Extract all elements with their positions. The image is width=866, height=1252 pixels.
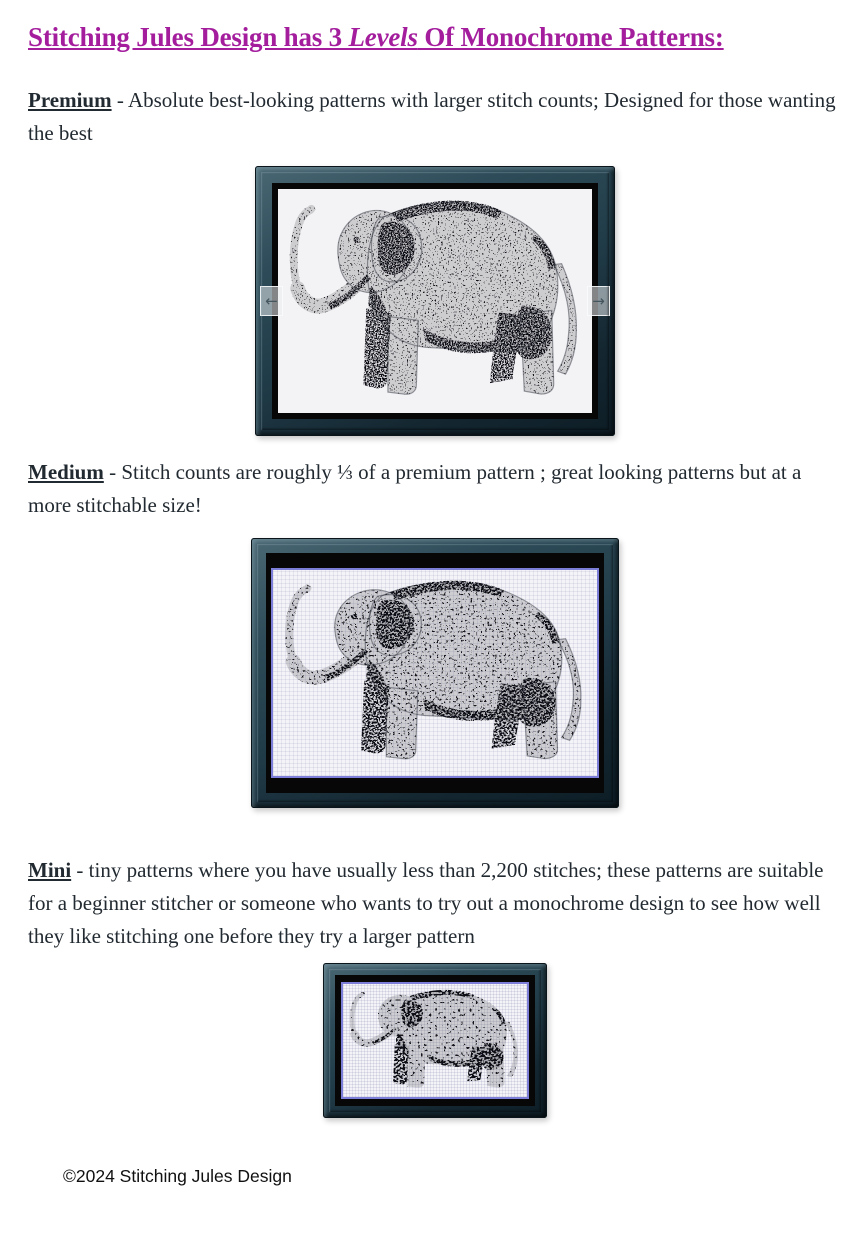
premium-label: Premium — [28, 88, 112, 112]
premium-text: Absolute best-looking patterns with larger stitch counts; Designed for those wanting the best — [28, 88, 836, 145]
medium-dash: - — [103, 460, 122, 484]
carousel-next-button[interactable] — [587, 286, 610, 316]
medium-elephant-image — [273, 570, 597, 776]
medium-frame-row — [28, 522, 842, 808]
mini-elephant-image — [343, 984, 527, 1097]
mini-mat — [335, 975, 535, 1106]
medium-text: Stitch counts are roughly ⅓ of a premium pattern ; great looking patterns but at a more stitchable size! — [28, 460, 802, 517]
mini-dash: - — [71, 858, 89, 882]
premium-mat — [272, 183, 598, 419]
mini-label: Mini — [28, 858, 72, 882]
premium-frame-row — [28, 150, 842, 436]
mini-frame-row — [28, 953, 842, 1118]
mini-cloth — [341, 982, 529, 1099]
copyright-text: ©2024 Stitching Jules Design — [63, 1166, 292, 1186]
mini-text: tiny patterns where you have usually less than 2,200 stitches; these patterns are suitable for a beginner stitcher or someone who wants to try out a monochrome design to see how well they like stitching one before they try a larger pattern — [28, 858, 824, 948]
medium-mat — [266, 553, 604, 793]
premium-elephant-image — [278, 189, 592, 413]
medium-label: Medium — [28, 460, 104, 484]
medium-frame — [251, 538, 619, 808]
title-text-italic: Levels — [348, 22, 418, 52]
premium-cloth — [278, 189, 592, 413]
arrow-left-icon: ← — [265, 291, 278, 310]
premium-dash: - — [111, 88, 128, 112]
premium-description — [28, 84, 842, 150]
mini-description — [28, 854, 842, 953]
page-title — [28, 20, 842, 54]
title-text-before: Stitching Jules Design has 3 — [28, 22, 349, 52]
medium-description — [28, 456, 842, 522]
mini-frame — [323, 963, 547, 1118]
arrow-right-icon: → — [592, 291, 605, 310]
premium-frame — [255, 166, 615, 436]
title-text-after: Of Monochrome Patterns: — [417, 22, 724, 52]
medium-cloth — [271, 568, 599, 778]
carousel-prev-button[interactable] — [260, 286, 283, 316]
